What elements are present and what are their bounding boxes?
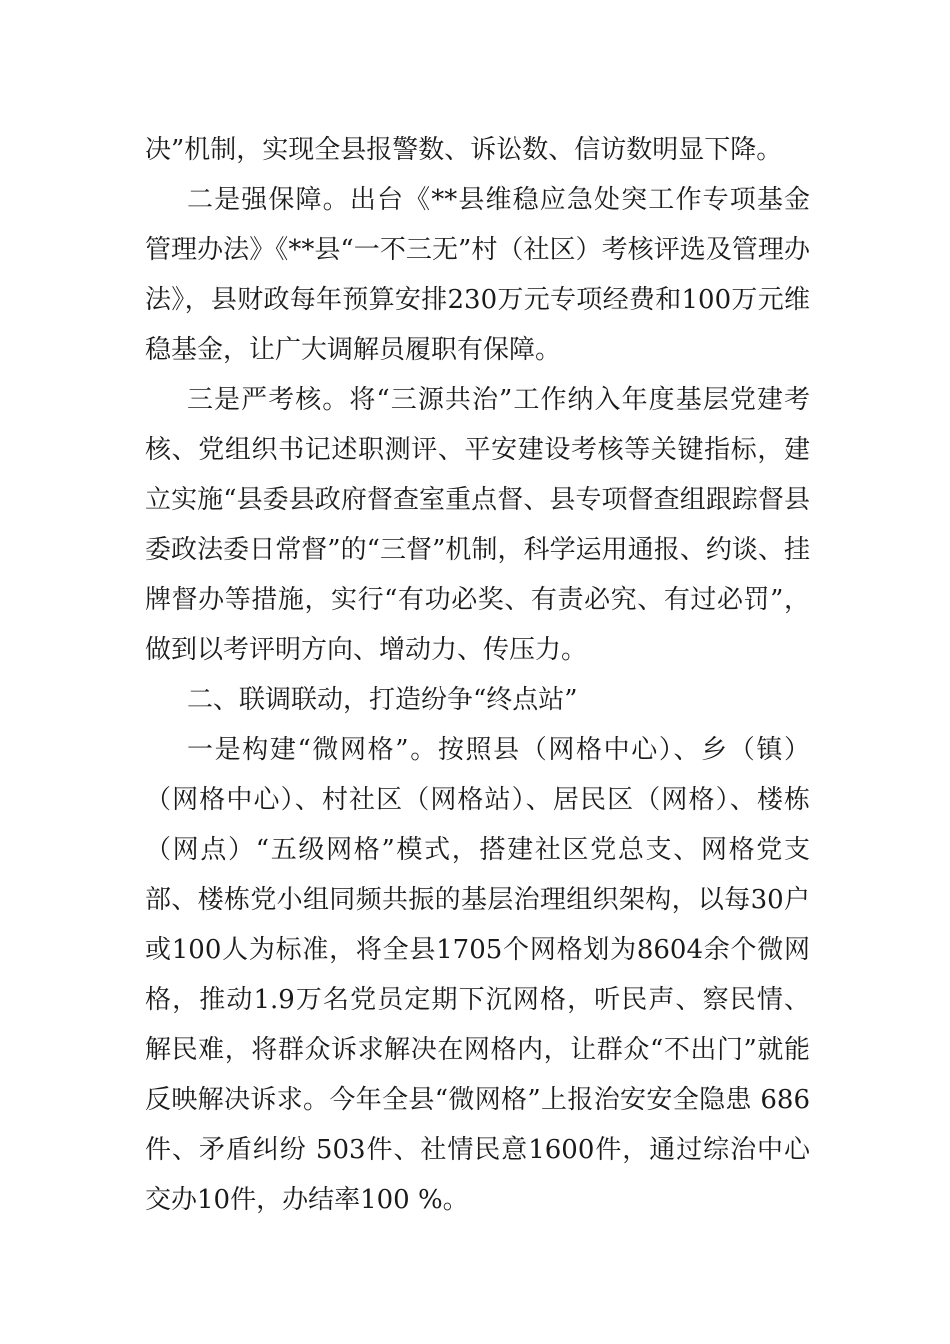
paragraph-micro-grid: 一是构建“微网格”。按照县（网格中心）、乡（镇）（网格中心）、村社区（网格站）、居民区（网格）、楼栋（网点）“五级网格”模式，搭建社区党总支、网格党支部、楼栋党小组同频共振的基层治理组织架构，以每30户或100人为标准，将全县1705个网格划为8604余个微网格，推动1.9万名党员定期下沉网格，听民声、察民情、解民难，将群众诉求解决在网格内，让群众“不出门”就能反映解决诉求。今年全县“微网格”上报治安安全隐患 686件、矛盾纠纷 503件、社情民意1600件，通过综治中心交办10件，办结率100 %。: [145, 735, 810, 1215]
document-body: [145, 125, 810, 1225]
paragraph-continuation: 决”机制，实现全县报警数、诉讼数、信访数明显下降。: [145, 135, 783, 165]
paragraph-strict-assessment: 三是严考核。将“三源共治”工作纳入年度基层党建考核、党组织书记述职测评、平安建设考核等关键指标，建立实施“县委县政府督查室重点督、县专项督查组跟踪督县委政法委日常督”的“三督”机制，科学运用通报、约谈、挂牌督办等措施，实行“有功必奖、有责必究、有过必罚”，做到以考评明方向、增动力、传压力。: [145, 385, 810, 665]
section-heading-joint-mediation: 二、联调联动，打造纷争“终点站”: [187, 685, 578, 715]
paragraph-strengthen-guarantee: 二是强保障。出台《**县维稳应急处突工作专项基金管理办法》《**县“一不三无”村（社区）考核评选及管理办法》，县财政每年预算安排230万元专项经费和100万元维稳基金，让广大调解员履职有保障。: [145, 185, 810, 365]
